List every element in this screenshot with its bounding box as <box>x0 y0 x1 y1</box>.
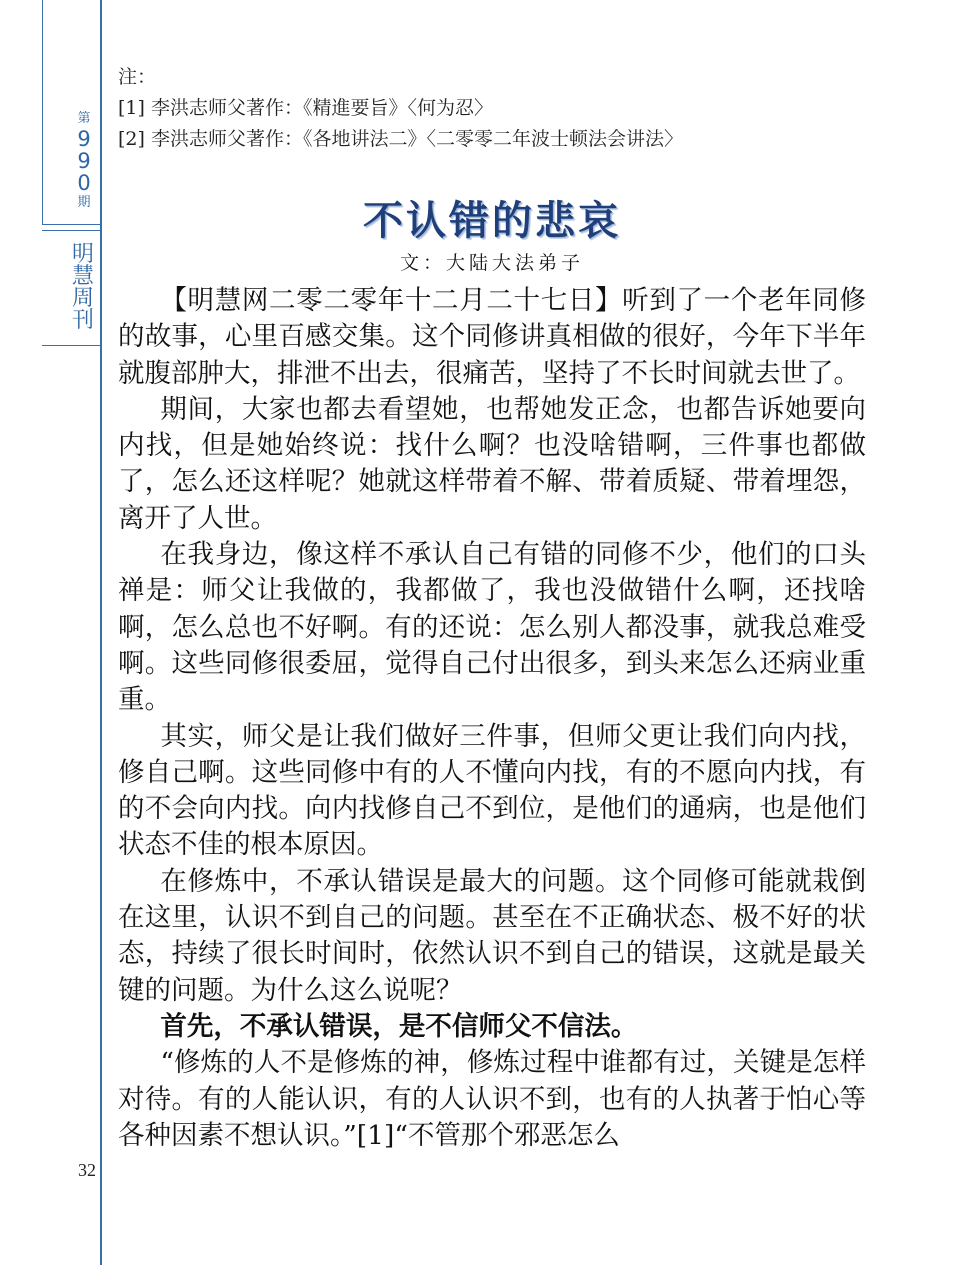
note-item: [1] 李洪志师父著作：《精進要旨》〈何为忍〉 <box>118 97 493 119</box>
magazine-char: 慧 <box>71 264 94 289</box>
issue-suffix: 期 <box>77 195 91 210</box>
page-number: 32 <box>78 1160 96 1180</box>
notes-heading: 注： <box>118 66 157 88</box>
sidebar-divider-bottom <box>42 230 102 231</box>
article-title: 不认错的悲哀 <box>363 198 621 244</box>
paragraph: 在修炼中，不承认错误是最大的问题。这个同修可能就栽倒在这里，认识不到自己的问题。甚至在不正确状态、极不好的状态，持续了很长时间时，依然认识不到自己的错误，这就是最关键的问题。为什么这么说呢？ <box>118 865 866 1006</box>
page-content <box>118 62 866 1154</box>
paragraph: 在我身边，像这样不承认自己有错的同修不少，他们的口头禅是：师父让我做的，我都做了，我也没做错什么啊，还找啥啊，怎么总也不好啊。有的还说：怎么别人都没事，就我总难受啊。这些同修很委屈，觉得自己付出很多，到头来怎么还病业重重。 <box>118 539 866 716</box>
article-body <box>118 283 866 1154</box>
magazine-name <box>60 244 106 332</box>
magazine-char: 刊 <box>71 308 94 333</box>
sidebar-divider-name <box>42 345 102 346</box>
paragraph: “修炼的人不是修炼的神，修炼过程中谁都有过，关键是怎样对待。有的人能认识，有的人认识不到，也有的人执著于怕心等各种因素不想认识。”[1]“不管那个邪恶怎么 <box>118 1047 866 1151</box>
issue-digit: 9 <box>77 149 91 173</box>
issue-number <box>64 110 104 212</box>
issue-digit: 9 <box>77 127 91 151</box>
magazine-char: 明 <box>71 242 94 267</box>
issue-prefix: 第 <box>77 111 91 126</box>
issue-digit: 0 <box>77 171 91 195</box>
sidebar-left-line <box>42 0 43 225</box>
article-byline: 文：大陆大法弟子 <box>399 252 584 274</box>
section-heading: 首先，不承认错误，是不信师父不信法。 <box>160 1010 638 1042</box>
sidebar-divider-top <box>42 224 102 225</box>
note-item: [2] 李洪志师父著作：《各地讲法二》〈二零零二年波士顿法会讲法〉 <box>118 128 683 150</box>
paragraph: 期间，大家也都去看望她，也帮她发正念，也都告诉她要向内找，但是她始终说：找什么啊？也没啥错啊，三件事也都做了，怎么还这样呢？她就这样带着不解、带着质疑、带着埋怨，离开了人世。 <box>118 393 866 534</box>
magazine-char: 周 <box>71 286 94 311</box>
paragraph: 【明慧网二零二零年十二月二十七日】听到了一个老年同修的故事，心里百感交集。这个同修讲真相做的很好，今年下半年就腹部肿大，排泄不出去，很痛苦，坚持了不长时间就去世了。 <box>118 285 866 389</box>
footnotes <box>118 62 866 155</box>
paragraph: 其实，师父是让我们做好三件事，但师父更让我们向内找，修自己啊。这些同修中有的人不懂向内找，有的不愿向内找，有的不会向内找。向内找修自己不到位，是他们的通病，也是他们状态不佳的根本原因。 <box>118 720 866 861</box>
